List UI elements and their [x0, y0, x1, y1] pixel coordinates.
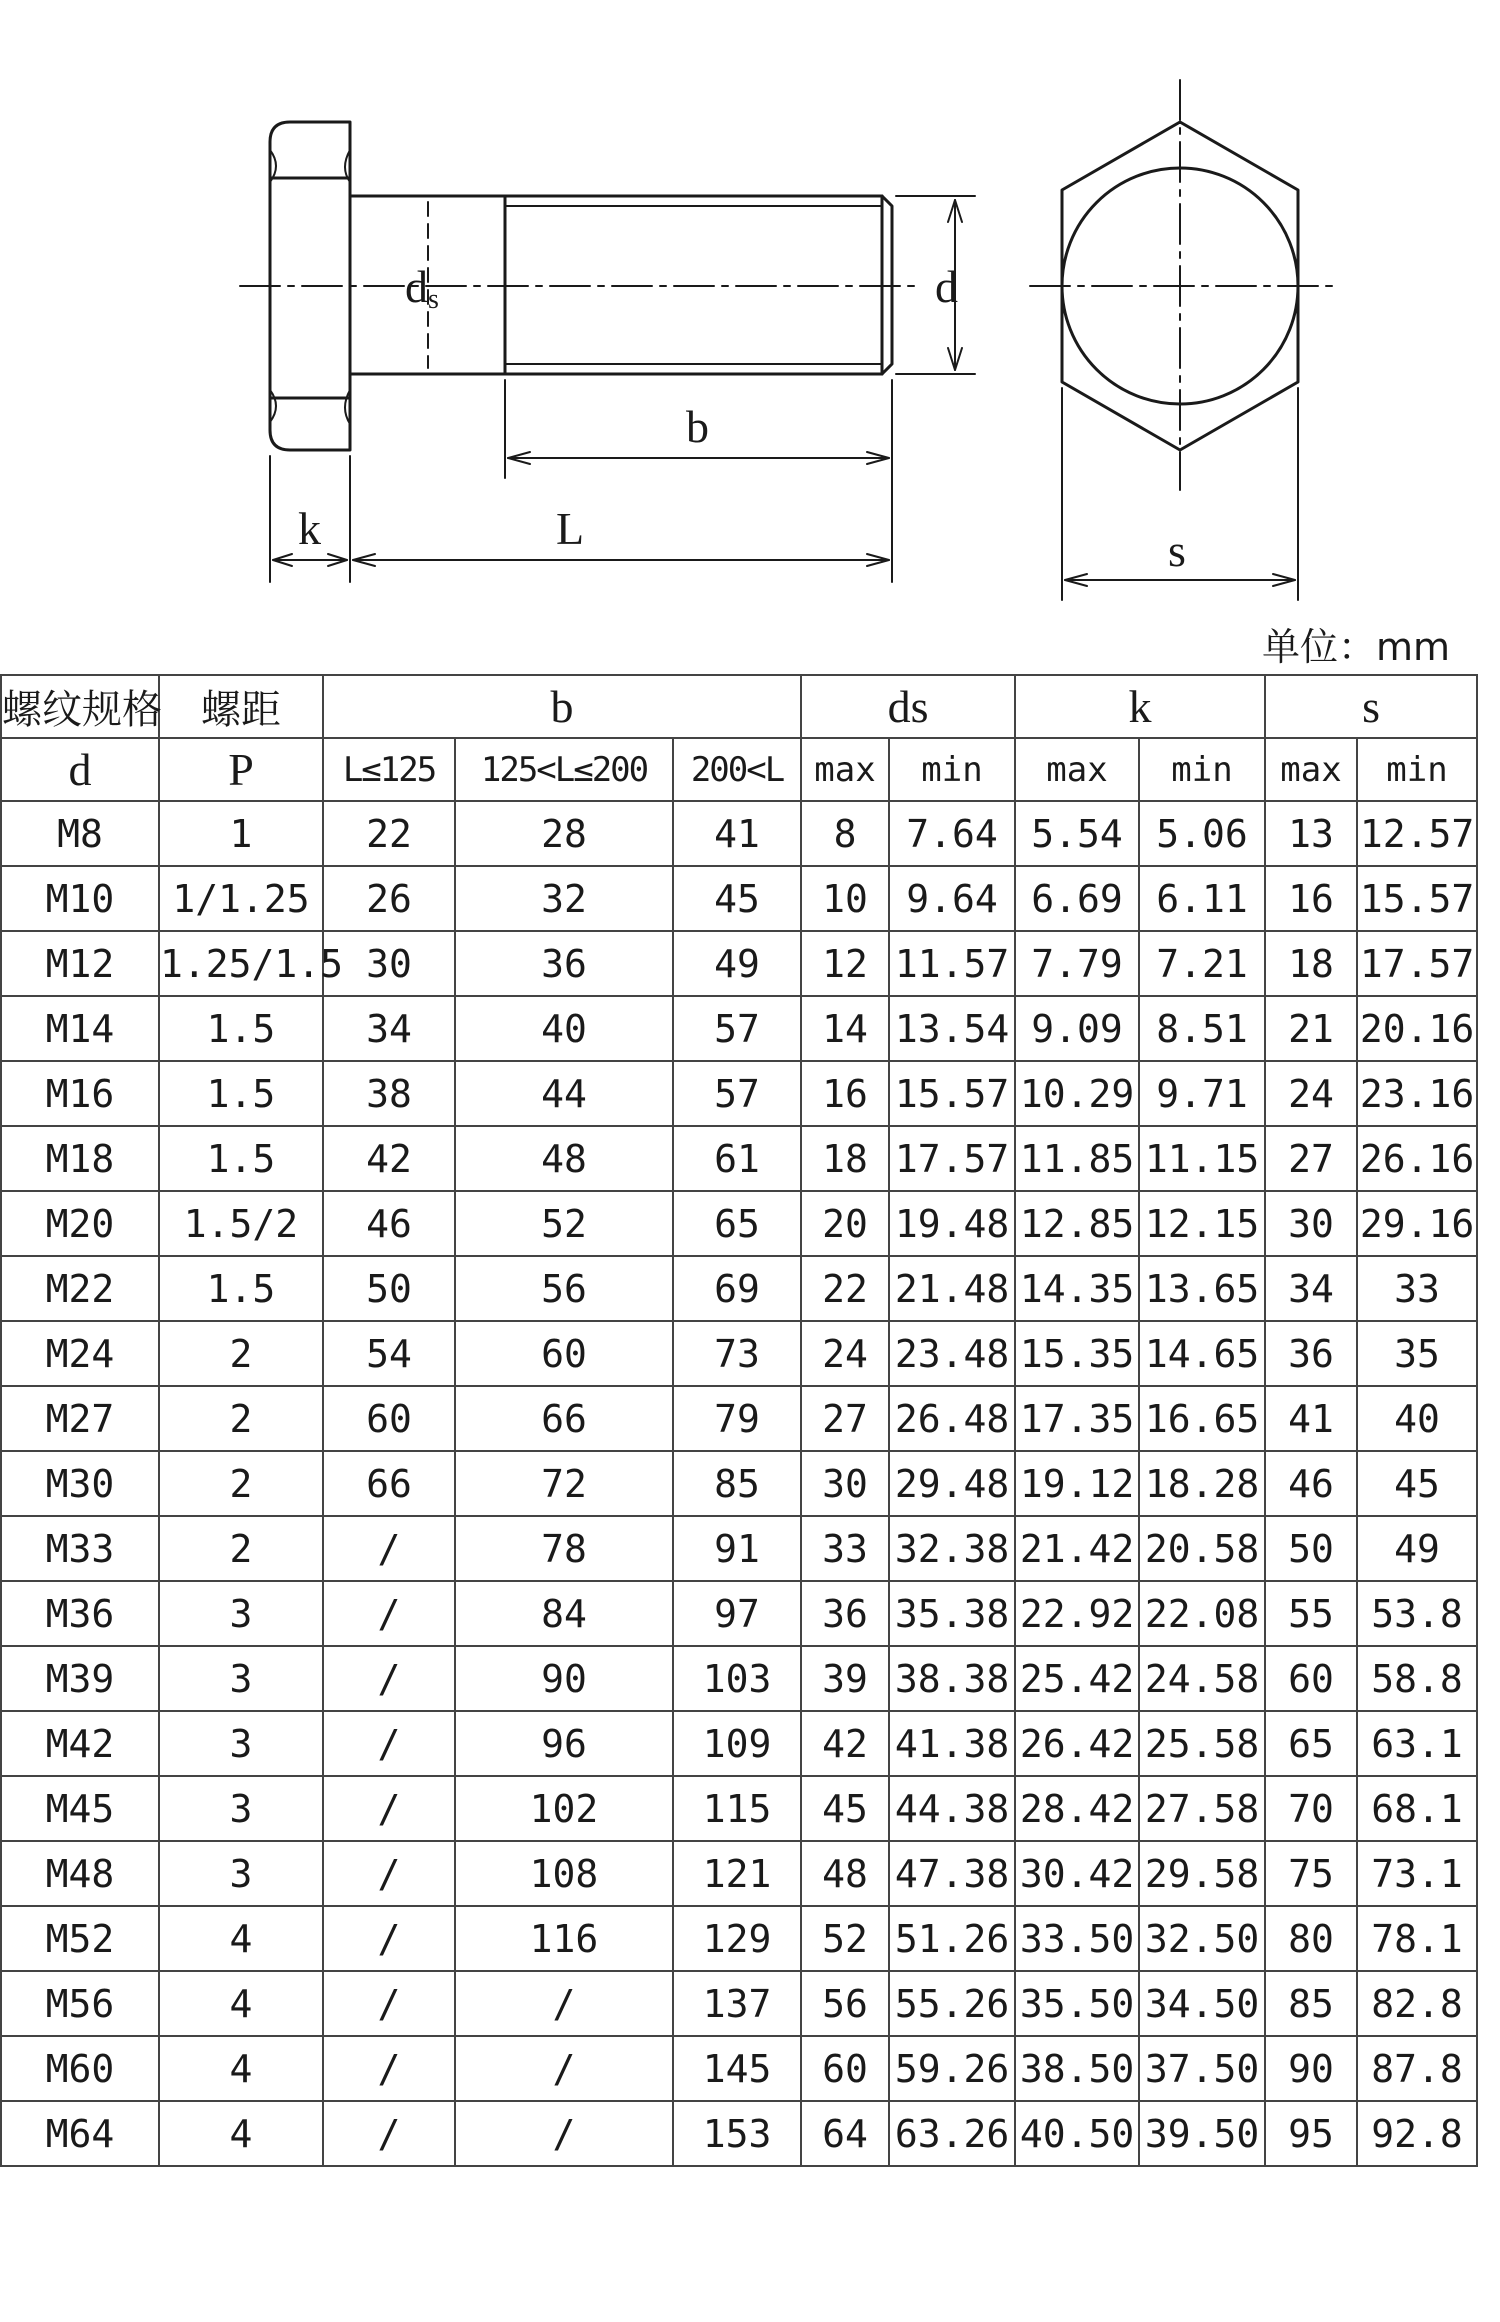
cell-b-l200: 72 [455, 1451, 673, 1516]
cell-s-max: 85 [1265, 1971, 1357, 2036]
cell-b-over200: 137 [673, 1971, 801, 2036]
cell-ds-min: 55.26 [889, 1971, 1015, 2036]
cell-b-l125: / [323, 2101, 455, 2166]
cell-ds-min: 29.48 [889, 1451, 1015, 1516]
cell-k-min: 11.15 [1139, 1126, 1265, 1191]
cell-s-max: 30 [1265, 1191, 1357, 1256]
cell-b-l125: / [323, 1516, 455, 1581]
cell-k-max: 33.50 [1015, 1906, 1139, 1971]
cell-ds-max: 10 [801, 866, 889, 931]
cell-s-max: 41 [1265, 1386, 1357, 1451]
cell-b-over200: 45 [673, 866, 801, 931]
cell-pitch: 1 [159, 801, 323, 866]
cell-b-l200: 102 [455, 1776, 673, 1841]
cell-k-min: 24.58 [1139, 1646, 1265, 1711]
header-s-max: max [1265, 738, 1357, 801]
cell-s-min: 12.57 [1357, 801, 1477, 866]
cell-pitch: 1.5 [159, 1061, 323, 1126]
cell-k-min: 6.11 [1139, 866, 1265, 931]
cell-ds-max: 48 [801, 1841, 889, 1906]
cell-ds-min: 47.38 [889, 1841, 1015, 1906]
cell-b-l200: 78 [455, 1516, 673, 1581]
cell-ds-max: 30 [801, 1451, 889, 1516]
cell-k-max: 17.35 [1015, 1386, 1139, 1451]
cell-b-l200: 44 [455, 1061, 673, 1126]
cell-pitch: 4 [159, 2101, 323, 2166]
table-row [1, 1841, 1477, 1906]
cell-k-min: 9.71 [1139, 1061, 1265, 1126]
table-row [1, 1191, 1477, 1256]
cell-b-l125: 54 [323, 1321, 455, 1386]
cell-thread: M39 [1, 1646, 159, 1711]
cell-thread: M8 [1, 801, 159, 866]
header-s-min: min [1357, 738, 1477, 801]
cell-ds-min: 15.57 [889, 1061, 1015, 1126]
table-row [1, 1906, 1477, 1971]
cell-ds-max: 12 [801, 931, 889, 996]
cell-b-l200: 36 [455, 931, 673, 996]
cell-k-min: 16.65 [1139, 1386, 1265, 1451]
cell-ds-max: 27 [801, 1386, 889, 1451]
cell-s-max: 13 [1265, 801, 1357, 866]
cell-ds-min: 17.57 [889, 1126, 1015, 1191]
cell-s-min: 58.8 [1357, 1646, 1477, 1711]
cell-thread: M24 [1, 1321, 159, 1386]
label-d: d [935, 261, 958, 312]
cell-pitch: 3 [159, 1711, 323, 1776]
cell-b-l200: 90 [455, 1646, 673, 1711]
cell-b-over200: 73 [673, 1321, 801, 1386]
cell-b-l200: 40 [455, 996, 673, 1061]
cell-ds-min: 26.48 [889, 1386, 1015, 1451]
header-ds: ds [801, 675, 1015, 738]
cell-s-min: 33 [1357, 1256, 1477, 1321]
cell-k-max: 40.50 [1015, 2101, 1139, 2166]
cell-s-max: 18 [1265, 931, 1357, 996]
table-row [1, 1126, 1477, 1191]
label-L: L [556, 503, 585, 554]
cell-b-over200: 91 [673, 1516, 801, 1581]
cell-s-min: 23.16 [1357, 1061, 1477, 1126]
cell-k-min: 7.21 [1139, 931, 1265, 996]
cell-b-over200: 97 [673, 1581, 801, 1646]
cell-k-max: 9.09 [1015, 996, 1139, 1061]
cell-ds-min: 11.57 [889, 931, 1015, 996]
header-b-range-1: L≤125 [323, 738, 455, 801]
cell-pitch: 2 [159, 1451, 323, 1516]
cell-k-min: 27.58 [1139, 1776, 1265, 1841]
cell-b-l125: / [323, 1906, 455, 1971]
cell-k-max: 38.50 [1015, 2036, 1139, 2101]
cell-s-max: 36 [1265, 1321, 1357, 1386]
cell-ds-min: 21.48 [889, 1256, 1015, 1321]
cell-b-over200: 115 [673, 1776, 801, 1841]
table-row [1, 1971, 1477, 2036]
cell-b-l125: / [323, 1581, 455, 1646]
cell-b-over200: 41 [673, 801, 801, 866]
cell-k-min: 34.50 [1139, 1971, 1265, 2036]
cell-thread: M12 [1, 931, 159, 996]
cell-s-min: 17.57 [1357, 931, 1477, 996]
cell-ds-min: 38.38 [889, 1646, 1015, 1711]
cell-k-max: 26.42 [1015, 1711, 1139, 1776]
cell-b-l200: 52 [455, 1191, 673, 1256]
cell-thread: M42 [1, 1711, 159, 1776]
table-row [1, 1451, 1477, 1516]
cell-ds-min: 19.48 [889, 1191, 1015, 1256]
cell-b-over200: 49 [673, 931, 801, 996]
cell-b-over200: 121 [673, 1841, 801, 1906]
cell-thread: M48 [1, 1841, 159, 1906]
cell-b-l125: 42 [323, 1126, 455, 1191]
cell-b-l125: / [323, 1646, 455, 1711]
cell-s-max: 90 [1265, 2036, 1357, 2101]
cell-s-min: 29.16 [1357, 1191, 1477, 1256]
cell-b-over200: 145 [673, 2036, 801, 2101]
cell-b-l125: 26 [323, 866, 455, 931]
cell-b-l125: / [323, 2036, 455, 2101]
table-row [1, 1386, 1477, 1451]
cell-b-l200: 96 [455, 1711, 673, 1776]
cell-s-min: 92.8 [1357, 2101, 1477, 2166]
cell-b-l200: 66 [455, 1386, 673, 1451]
cell-pitch: 3 [159, 1776, 323, 1841]
cell-thread: M60 [1, 2036, 159, 2101]
cell-s-min: 45 [1357, 1451, 1477, 1516]
table-row [1, 2101, 1477, 2166]
table-row [1, 2036, 1477, 2101]
cell-ds-min: 23.48 [889, 1321, 1015, 1386]
cell-pitch: 3 [159, 1841, 323, 1906]
cell-s-min: 15.57 [1357, 866, 1477, 931]
cell-pitch: 4 [159, 2036, 323, 2101]
cell-ds-min: 13.54 [889, 996, 1015, 1061]
cell-pitch: 1.5 [159, 996, 323, 1061]
cell-b-over200: 129 [673, 1906, 801, 1971]
cell-b-l125: 66 [323, 1451, 455, 1516]
unit-note: 单位：mm [1262, 625, 1451, 669]
cell-b-over200: 69 [673, 1256, 801, 1321]
cell-s-max: 21 [1265, 996, 1357, 1061]
cell-ds-max: 24 [801, 1321, 889, 1386]
cell-ds-min: 59.26 [889, 2036, 1015, 2101]
cell-b-l125: 30 [323, 931, 455, 996]
cell-s-max: 55 [1265, 1581, 1357, 1646]
cell-ds-max: 45 [801, 1776, 889, 1841]
cell-b-over200: 57 [673, 996, 801, 1061]
cell-ds-min: 35.38 [889, 1581, 1015, 1646]
cell-b-l200: / [455, 2036, 673, 2101]
cell-k-min: 20.58 [1139, 1516, 1265, 1581]
cell-pitch: 1.25/1.5 [159, 931, 323, 996]
cell-k-max: 30.42 [1015, 1841, 1139, 1906]
cell-k-min: 14.65 [1139, 1321, 1265, 1386]
cell-s-max: 16 [1265, 866, 1357, 931]
cell-k-max: 11.85 [1015, 1126, 1139, 1191]
cell-s-min: 20.16 [1357, 996, 1477, 1061]
bolt-drawing-svg [0, 0, 1500, 620]
cell-b-over200: 65 [673, 1191, 801, 1256]
cell-pitch: 1.5/2 [159, 1191, 323, 1256]
cell-k-max: 15.35 [1015, 1321, 1139, 1386]
cell-k-max: 28.42 [1015, 1776, 1139, 1841]
cell-k-max: 19.12 [1015, 1451, 1139, 1516]
cell-b-l200: 56 [455, 1256, 673, 1321]
cell-ds-max: 39 [801, 1646, 889, 1711]
cell-k-min: 32.50 [1139, 1906, 1265, 1971]
cell-k-max: 14.35 [1015, 1256, 1139, 1321]
cell-k-min: 18.28 [1139, 1451, 1265, 1516]
table-row [1, 866, 1477, 931]
cell-k-max: 12.85 [1015, 1191, 1139, 1256]
cell-b-over200: 109 [673, 1711, 801, 1776]
cell-b-over200: 57 [673, 1061, 801, 1126]
cell-s-min: 78.1 [1357, 1906, 1477, 1971]
cell-s-min: 35 [1357, 1321, 1477, 1386]
header-b: b [323, 675, 801, 738]
cell-b-l125: / [323, 1841, 455, 1906]
cell-ds-max: 8 [801, 801, 889, 866]
cell-b-over200: 103 [673, 1646, 801, 1711]
cell-ds-max: 16 [801, 1061, 889, 1126]
cell-thread: M33 [1, 1516, 159, 1581]
cell-b-l125: / [323, 1971, 455, 2036]
cell-ds-max: 60 [801, 2036, 889, 2101]
cell-s-min: 26.16 [1357, 1126, 1477, 1191]
cell-ds-min: 7.64 [889, 801, 1015, 866]
cell-ds-min: 63.26 [889, 2101, 1015, 2166]
cell-k-max: 25.42 [1015, 1646, 1139, 1711]
cell-pitch: 4 [159, 1971, 323, 2036]
cell-k-max: 6.69 [1015, 866, 1139, 931]
header-b-range-3: 200<L [673, 738, 801, 801]
cell-b-over200: 79 [673, 1386, 801, 1451]
cell-ds-max: 22 [801, 1256, 889, 1321]
cell-b-l125: 46 [323, 1191, 455, 1256]
header-s: s [1265, 675, 1477, 738]
bolt-drawing [0, 0, 1500, 620]
header-k-min: min [1139, 738, 1265, 801]
table-header [1, 675, 1477, 801]
cell-ds-min: 41.38 [889, 1711, 1015, 1776]
cell-ds-max: 42 [801, 1711, 889, 1776]
cell-pitch: 1/1.25 [159, 866, 323, 931]
cell-pitch: 3 [159, 1581, 323, 1646]
cell-b-over200: 61 [673, 1126, 801, 1191]
cell-ds-max: 33 [801, 1516, 889, 1581]
cell-k-max: 10.29 [1015, 1061, 1139, 1126]
cell-k-min: 5.06 [1139, 801, 1265, 866]
header-k: k [1015, 675, 1265, 738]
cell-s-max: 65 [1265, 1711, 1357, 1776]
cell-thread: M36 [1, 1581, 159, 1646]
cell-k-max: 21.42 [1015, 1516, 1139, 1581]
cell-ds-max: 52 [801, 1906, 889, 1971]
cell-ds-max: 36 [801, 1581, 889, 1646]
cell-b-l125: 34 [323, 996, 455, 1061]
table-body [1, 801, 1477, 2166]
cell-k-min: 13.65 [1139, 1256, 1265, 1321]
cell-pitch: 1.5 [159, 1256, 323, 1321]
cell-k-min: 22.08 [1139, 1581, 1265, 1646]
cell-pitch: 2 [159, 1516, 323, 1581]
cell-b-l200: 84 [455, 1581, 673, 1646]
cell-thread: M56 [1, 1971, 159, 2036]
table-row [1, 996, 1477, 1061]
table-row [1, 1516, 1477, 1581]
cell-ds-max: 64 [801, 2101, 889, 2166]
cell-k-max: 7.79 [1015, 931, 1139, 996]
cell-thread: M20 [1, 1191, 159, 1256]
cell-ds-min: 44.38 [889, 1776, 1015, 1841]
cell-b-l200: 32 [455, 866, 673, 931]
cell-ds-max: 20 [801, 1191, 889, 1256]
cell-b-l125: 22 [323, 801, 455, 866]
cell-pitch: 2 [159, 1321, 323, 1386]
header-thread: 螺纹规格 [1, 675, 159, 738]
bolt-spec-table [0, 674, 1478, 2167]
cell-s-min: 82.8 [1357, 1971, 1477, 2036]
cell-pitch: 3 [159, 1646, 323, 1711]
cell-b-l200: 48 [455, 1126, 673, 1191]
cell-thread: M10 [1, 866, 159, 931]
cell-ds-max: 56 [801, 1971, 889, 2036]
cell-thread: M27 [1, 1386, 159, 1451]
header-pitch-symbol: P [159, 738, 323, 801]
cell-ds-max: 18 [801, 1126, 889, 1191]
table-row [1, 1321, 1477, 1386]
cell-s-max: 24 [1265, 1061, 1357, 1126]
cell-b-l200: / [455, 2101, 673, 2166]
cell-s-max: 95 [1265, 2101, 1357, 2166]
cell-pitch: 2 [159, 1386, 323, 1451]
cell-b-over200: 153 [673, 2101, 801, 2166]
cell-thread: M64 [1, 2101, 159, 2166]
cell-k-min: 25.58 [1139, 1711, 1265, 1776]
table-row [1, 1646, 1477, 1711]
table-row [1, 1581, 1477, 1646]
cell-b-l200: 116 [455, 1906, 673, 1971]
table-row [1, 801, 1477, 866]
cell-s-max: 75 [1265, 1841, 1357, 1906]
cell-k-min: 8.51 [1139, 996, 1265, 1061]
cell-ds-min: 51.26 [889, 1906, 1015, 1971]
cell-k-max: 35.50 [1015, 1971, 1139, 2036]
cell-k-min: 29.58 [1139, 1841, 1265, 1906]
cell-s-min: 63.1 [1357, 1711, 1477, 1776]
header-ds-min: min [889, 738, 1015, 801]
cell-b-l200: / [455, 1971, 673, 2036]
cell-pitch: 4 [159, 1906, 323, 1971]
cell-b-l125: 50 [323, 1256, 455, 1321]
cell-b-l200: 28 [455, 801, 673, 866]
cell-k-min: 39.50 [1139, 2101, 1265, 2166]
cell-pitch: 1.5 [159, 1126, 323, 1191]
cell-s-min: 40 [1357, 1386, 1477, 1451]
cell-s-max: 27 [1265, 1126, 1357, 1191]
label-ds: ds [405, 261, 439, 315]
cell-s-min: 73.1 [1357, 1841, 1477, 1906]
header-thread-symbol: d [1, 738, 159, 801]
cell-s-max: 80 [1265, 1906, 1357, 1971]
header-k-max: max [1015, 738, 1139, 801]
table-row [1, 1256, 1477, 1321]
label-s: s [1168, 525, 1186, 576]
cell-thread: M18 [1, 1126, 159, 1191]
cell-b-l125: / [323, 1776, 455, 1841]
cell-thread: M52 [1, 1906, 159, 1971]
cell-thread: M22 [1, 1256, 159, 1321]
cell-b-l125: 60 [323, 1386, 455, 1451]
header-b-range-2: 125<L≤200 [455, 738, 673, 801]
cell-ds-max: 14 [801, 996, 889, 1061]
cell-k-max: 5.54 [1015, 801, 1139, 866]
label-k: k [298, 503, 321, 554]
cell-s-min: 53.8 [1357, 1581, 1477, 1646]
cell-b-l125: 38 [323, 1061, 455, 1126]
cell-s-min: 49 [1357, 1516, 1477, 1581]
cell-thread: M45 [1, 1776, 159, 1841]
cell-thread: M14 [1, 996, 159, 1061]
cell-ds-min: 32.38 [889, 1516, 1015, 1581]
header-pitch: 螺距 [159, 675, 323, 738]
cell-s-max: 50 [1265, 1516, 1357, 1581]
cell-s-max: 34 [1265, 1256, 1357, 1321]
label-b: b [686, 401, 709, 452]
cell-s-max: 60 [1265, 1646, 1357, 1711]
cell-s-min: 68.1 [1357, 1776, 1477, 1841]
cell-thread: M16 [1, 1061, 159, 1126]
header-ds-max: max [801, 738, 889, 801]
table-row [1, 1776, 1477, 1841]
cell-b-over200: 85 [673, 1451, 801, 1516]
cell-s-max: 46 [1265, 1451, 1357, 1516]
cell-k-max: 22.92 [1015, 1581, 1139, 1646]
table-row [1, 931, 1477, 996]
cell-b-l125: / [323, 1711, 455, 1776]
cell-b-l200: 60 [455, 1321, 673, 1386]
cell-k-min: 37.50 [1139, 2036, 1265, 2101]
cell-ds-min: 9.64 [889, 866, 1015, 931]
cell-thread: M30 [1, 1451, 159, 1516]
cell-s-max: 70 [1265, 1776, 1357, 1841]
cell-k-min: 12.15 [1139, 1191, 1265, 1256]
cell-b-l200: 108 [455, 1841, 673, 1906]
cell-s-min: 87.8 [1357, 2036, 1477, 2101]
table-row [1, 1061, 1477, 1126]
table-row [1, 1711, 1477, 1776]
